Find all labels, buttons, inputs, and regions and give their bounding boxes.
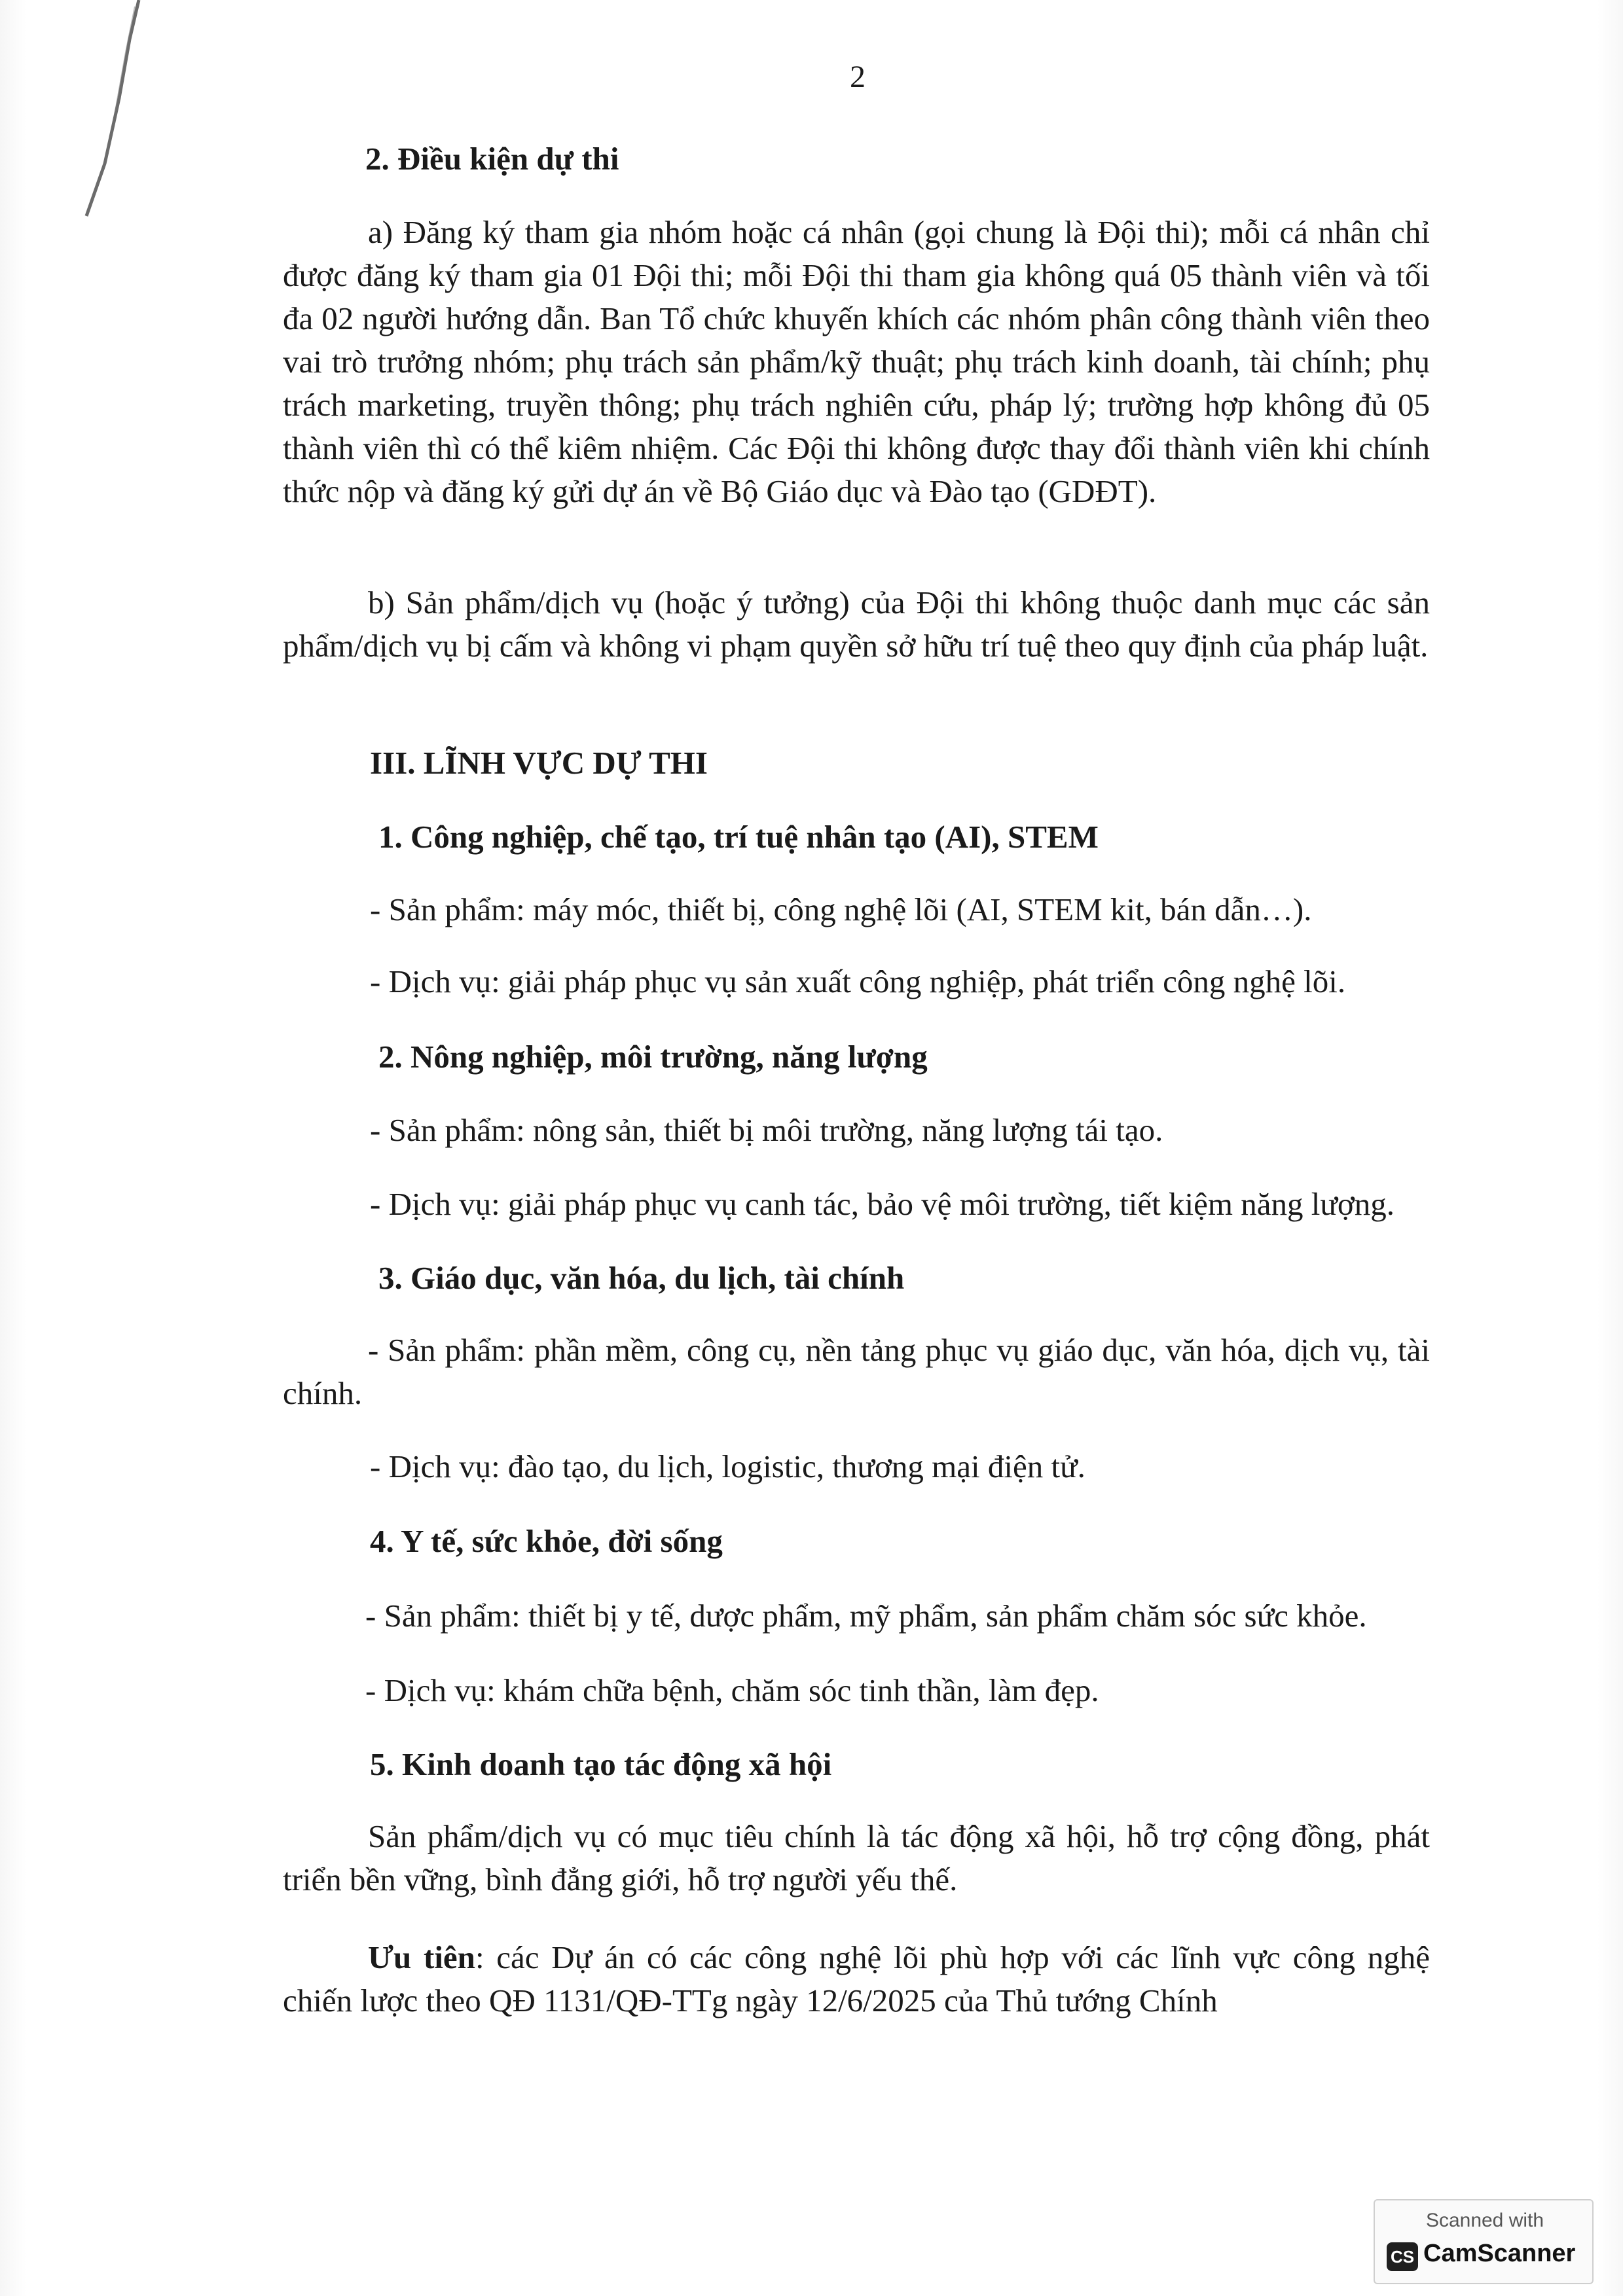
field-2-service: - Dịch vụ: giải pháp phục vụ canh tác, bảo vệ môi trường, tiết kiệm năng lượng. bbox=[370, 1186, 1395, 1222]
field-4-product: - Sản phẩm: thiết bị y tế, dược phẩm, mỹ phẩm, sản phẩm chăm sóc sức khỏe. bbox=[365, 1598, 1367, 1634]
watermark-brand: CamScanner bbox=[1423, 2240, 1576, 2267]
priority-text: : các Dự án có các công nghệ lõi phù hợp với các lĩnh vực công nghệ chiến lược theo QĐ 1131/QĐ-TTg ngày 12/6/2025 của Thủ tướng Chính bbox=[283, 1939, 1430, 2018]
section-2-heading: 2. Điều kiện dự thi bbox=[365, 141, 619, 177]
field-1-heading: 1. Công nghiệp, chế tạo, trí tuệ nhân tạo (AI), STEM bbox=[378, 819, 1099, 855]
page-number: 2 bbox=[850, 60, 866, 94]
priority-paragraph bbox=[283, 1936, 1430, 2022]
camscanner-logo-icon: CS bbox=[1387, 2242, 1418, 2271]
priority-label: Ưu tiên bbox=[368, 1939, 475, 1975]
camscanner-watermark bbox=[1374, 2199, 1594, 2284]
scan-edge-mark bbox=[0, 0, 170, 236]
field-5-heading: 5. Kinh doanh tạo tác động xã hội bbox=[370, 1746, 832, 1782]
field-3-product: - Sản phẩm: phần mềm, công cụ, nền tảng phục vụ giáo dục, văn hóa, dịch vụ, tài chính. bbox=[283, 1332, 1430, 1411]
section-2-paragraph-a: a) Đăng ký tham gia nhóm hoặc cá nhân (gọi chung là Đội thi); mỗi cá nhân chỉ được đăng ký tham gia 01 Đội thi; mỗi Đội thi tham gia không quá 05 thành viên và tối đa 02 người hướng dẫn. Ban Tổ chức khuyến khích các nhóm phân công thành viên theo vai trò trưởng nhóm; phụ trách sản phẩm/kỹ thuật; phụ trách kinh doanh, tài chính; phụ trách marketing, truyền thông; phụ trách nghiên cứu, pháp lý; trường hợp không đủ 05 thành viên thì có thể kiêm nhiệm. Các Đội thi không được thay đổi thành viên khi chính thức nộp và đăng ký gửi dự án về Bộ Giáo dục và Đào tạo (GDĐT). bbox=[283, 214, 1430, 509]
field-5-description: Sản phẩm/dịch vụ có mục tiêu chính là tác động xã hội, hỗ trợ cộng đồng, phát triển bền vững, bình đẳng giới, hỗ trợ người yếu thế. bbox=[283, 1818, 1430, 1897]
field-2-heading: 2. Nông nghiệp, môi trường, năng lượng bbox=[378, 1039, 928, 1075]
field-2-product: - Sản phẩm: nông sản, thiết bị môi trường, năng lượng tái tạo. bbox=[370, 1112, 1163, 1148]
section-3-heading: III. LĨNH VỰC DỰ THI bbox=[370, 745, 708, 781]
field-1-product: - Sản phẩm: máy móc, thiết bị, công nghệ lõi (AI, STEM kit, bán dẫn…). bbox=[370, 891, 1312, 927]
field-4-heading: 4. Y tế, sức khỏe, đời sống bbox=[370, 1523, 723, 1559]
field-3-service: - Dịch vụ: đào tạo, du lịch, logistic, thương mại điện tử. bbox=[370, 1448, 1085, 1484]
field-4-service: - Dịch vụ: khám chữa bệnh, chăm sóc tinh thần, làm đẹp. bbox=[365, 1672, 1099, 1708]
field-1-service: - Dịch vụ: giải pháp phục vụ sản xuất công nghiệp, phát triển công nghệ lõi. bbox=[370, 963, 1346, 999]
field-3-heading: 3. Giáo dục, văn hóa, du lịch, tài chính bbox=[378, 1260, 905, 1296]
watermark-caption: Scanned with bbox=[1425, 2210, 1544, 2231]
section-2-paragraph-b: b) Sản phẩm/dịch vụ (hoặc ý tưởng) của Đội thi không thuộc danh mục các sản phẩm/dịch vụ bị cấm và không vi phạm quyền sở hữu trí tuệ theo quy định của pháp luật. bbox=[283, 584, 1430, 664]
